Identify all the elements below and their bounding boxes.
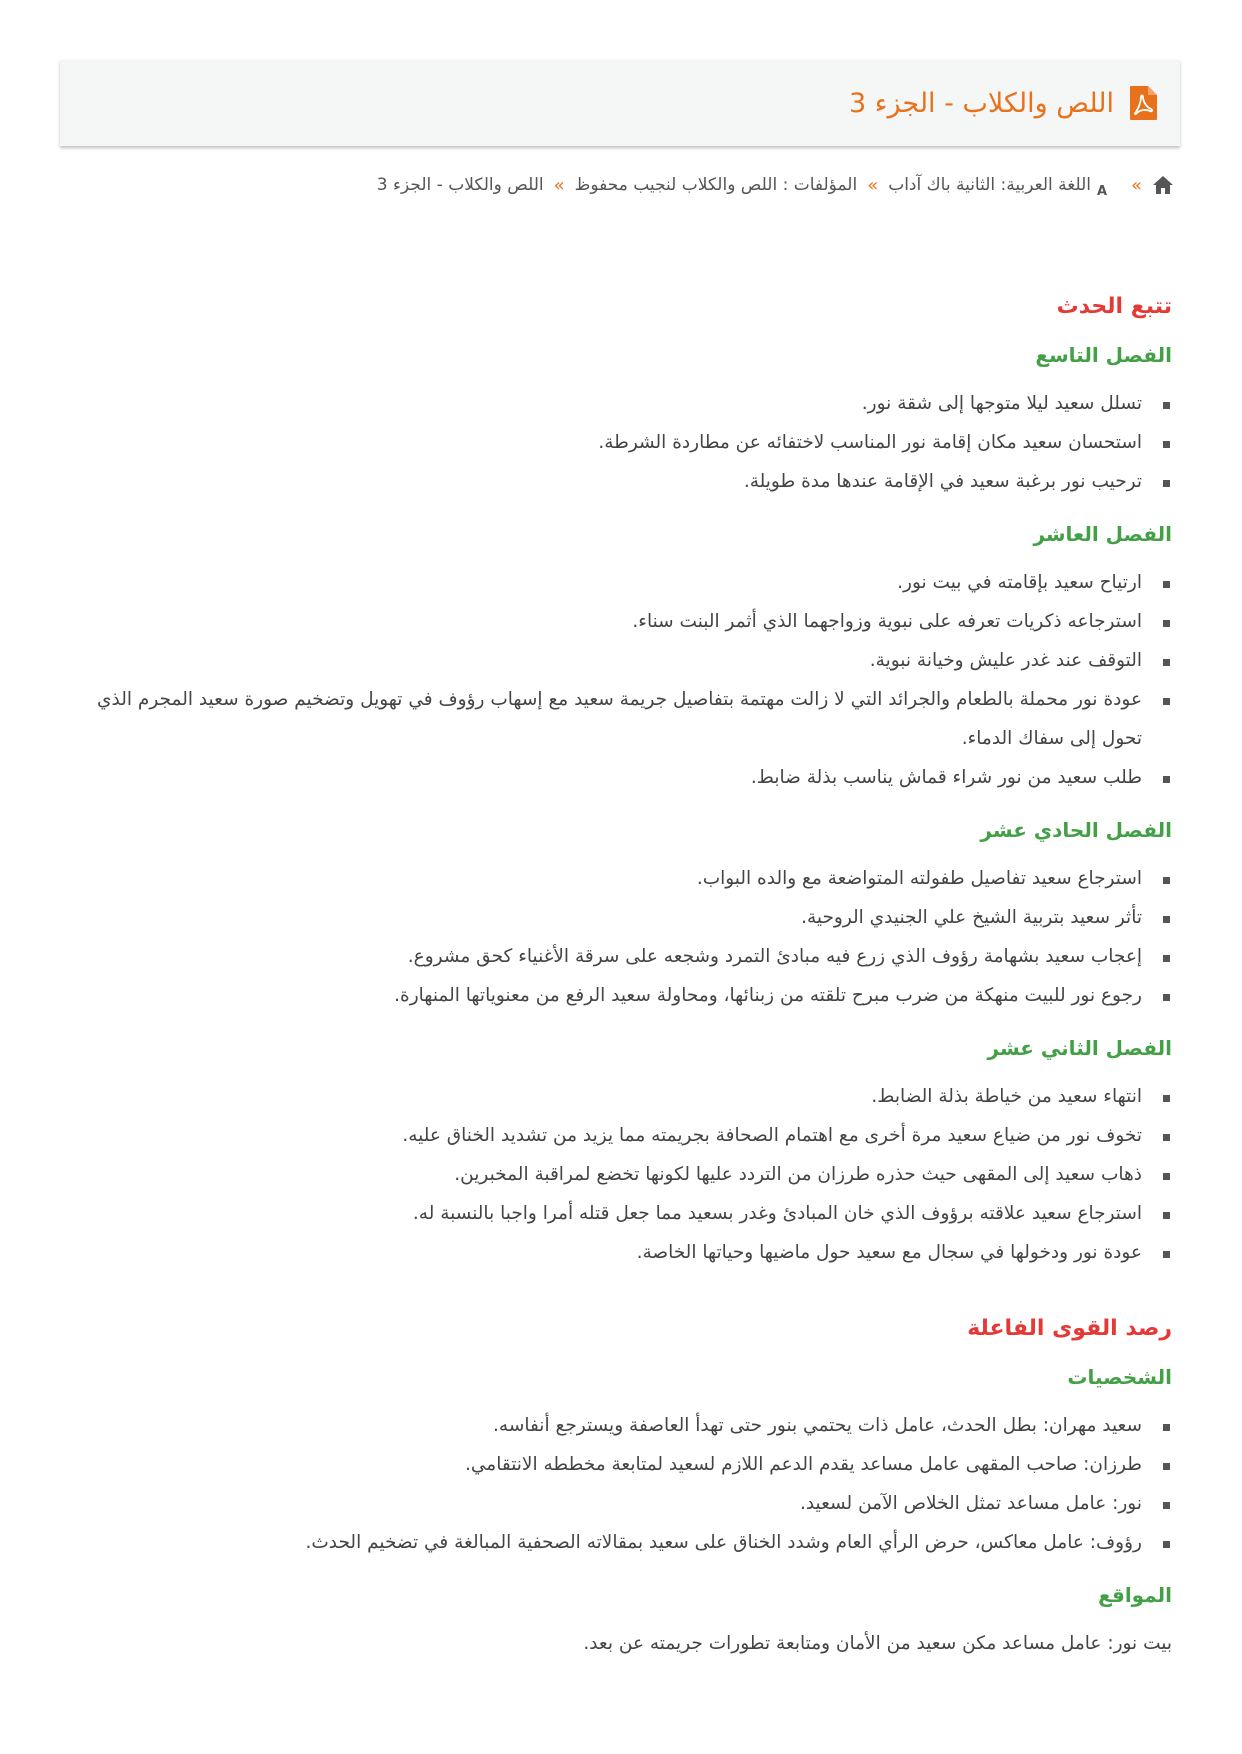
page-title: اللص والكلاب - الجزء 3 [849, 87, 1114, 119]
lesson-content [72, 292, 1172, 1663]
list-item: عودة نور محملة بالطعام والجرائد التي لا زالت مهتمة بتفاصيل جريمة سعيد مع إسهاب رؤوف في تهويل وتضخيم صورة سعيد المجرم الذي تحول إلى سفاك الدماء. [72, 680, 1172, 758]
list-item: عودة نور ودخولها في سجال مع سعيد حول ماضيها وحياتها الخاصة. [72, 1233, 1172, 1272]
breadcrumb-item-works[interactable]: المؤلفات : اللص والكلاب لنجيب محفوظ [574, 175, 858, 195]
breadcrumb-separator: » [553, 174, 565, 196]
locations-text: بيت نور: عامل مساعد مكن سعيد من الأمان ومتابعة تطورات جريمته عن بعد. [583, 1633, 1172, 1654]
list-item: انتهاء سعيد من خياطة بذلة الضابط. [72, 1077, 1172, 1116]
characters-title: الشخصيات [1067, 1365, 1172, 1389]
chapter-nine-title: الفصل التاسع [1035, 343, 1172, 367]
list-item: ذهاب سعيد إلى المقهى حيث حذره طرزان من التردد عليها لكونها تخضع لمراقبة المخبرين. [72, 1155, 1172, 1194]
list-item: سعيد مهران: بطل الحدث، عامل ذات يحتمي بنور حتى تهدأ العاصفة ويسترجع أنفاسه. [72, 1406, 1172, 1445]
chapter-ten-list [72, 563, 1172, 797]
section-title-event-tracking: تتبع الحدث [1056, 294, 1172, 319]
chapter-eleven-title: الفصل الحادي عشر [980, 818, 1172, 842]
list-item: إعجاب سعيد بشهامة رؤوف الذي زرع فيه مبادئ التمرد وشجعه على سرقة الأغنياء كحق مشروع. [72, 937, 1172, 976]
chapter-nine-list [72, 384, 1172, 501]
list-item: استرجاع سعيد علاقته برؤوف الذي خان المبادئ وغدر بسعيد مما جعل قتله أمرا واجبا بالنسبة له. [72, 1194, 1172, 1233]
list-item: استحسان سعيد مكان إقامة نور المناسب لاختفائه عن مطاردة الشرطة. [72, 423, 1172, 462]
list-item: رؤوف: عامل معاكس، حرض الرأي العام وشدد الخناق على سعيد بمقالاته الصحفية المبالغة في تضخيم الحدث. [72, 1523, 1172, 1562]
translate-icon [1097, 174, 1121, 196]
chapter-eleven-list [72, 859, 1172, 1015]
characters-list [72, 1406, 1172, 1562]
list-item: تسلل سعيد ليلا متوجها إلى شقة نور. [72, 384, 1172, 423]
locations-title: المواقع [1098, 1583, 1172, 1607]
home-icon[interactable] [1152, 175, 1174, 195]
list-item: استرجاعه ذكريات تعرفه على نبوية وزواجهما الذي أثمر البنت سناء. [72, 602, 1172, 641]
pdf-icon[interactable] [1128, 85, 1158, 121]
list-item: ترحيب نور برغبة سعيد في الإقامة عندها مدة طويلة. [72, 462, 1172, 501]
list-item: رجوع نور للبيت منهكة من ضرب مبرح تلقته من زبنائها، ومحاولة سعيد الرفع من معنوياتها المنهارة. [72, 976, 1172, 1015]
page-header [60, 60, 1180, 146]
breadcrumb-separator: » [1130, 174, 1142, 196]
list-item: طرزان: صاحب المقهى عامل مساعد يقدم الدعم اللازم لسعيد لمتابعة مخططه الانتقامي. [72, 1445, 1172, 1484]
chapter-twelve-title: الفصل الثاني عشر [987, 1036, 1172, 1060]
list-item: نور: عامل مساعد تمثل الخلاص الآمن لسعيد. [72, 1484, 1172, 1523]
chapter-twelve-list [72, 1077, 1172, 1272]
breadcrumb [62, 168, 1182, 202]
list-item: التوقف عند غدر عليش وخيانة نبوية. [72, 641, 1172, 680]
breadcrumb-separator: » [867, 174, 879, 196]
list-item: طلب سعيد من نور شراء قماش يناسب بذلة ضابط. [72, 758, 1172, 797]
breadcrumb-item-current: اللص والكلاب - الجزء 3 [376, 175, 544, 195]
section-spacer [72, 1290, 1172, 1314]
list-item: تأثر سعيد بتربية الشيخ علي الجنيدي الروحية. [72, 898, 1172, 937]
section-title-actors: رصد القوى الفاعلة [967, 1316, 1172, 1341]
list-item: استرجاع سعيد تفاصيل طفولته المتواضعة مع والده البواب. [72, 859, 1172, 898]
svg-text:A: A [1096, 184, 1107, 196]
list-item: ارتياح سعيد بإقامته في بيت نور. [72, 563, 1172, 602]
list-item: تخوف نور من ضياع سعيد مرة أخرى مع اهتمام الصحافة بجريمته مما يزيد من تشديد الخناق عليه. [72, 1116, 1172, 1155]
breadcrumb-item-subject[interactable]: اللغة العربية: الثانية باك آداب [888, 175, 1091, 195]
chapter-ten-title: الفصل العاشر [1033, 522, 1172, 546]
